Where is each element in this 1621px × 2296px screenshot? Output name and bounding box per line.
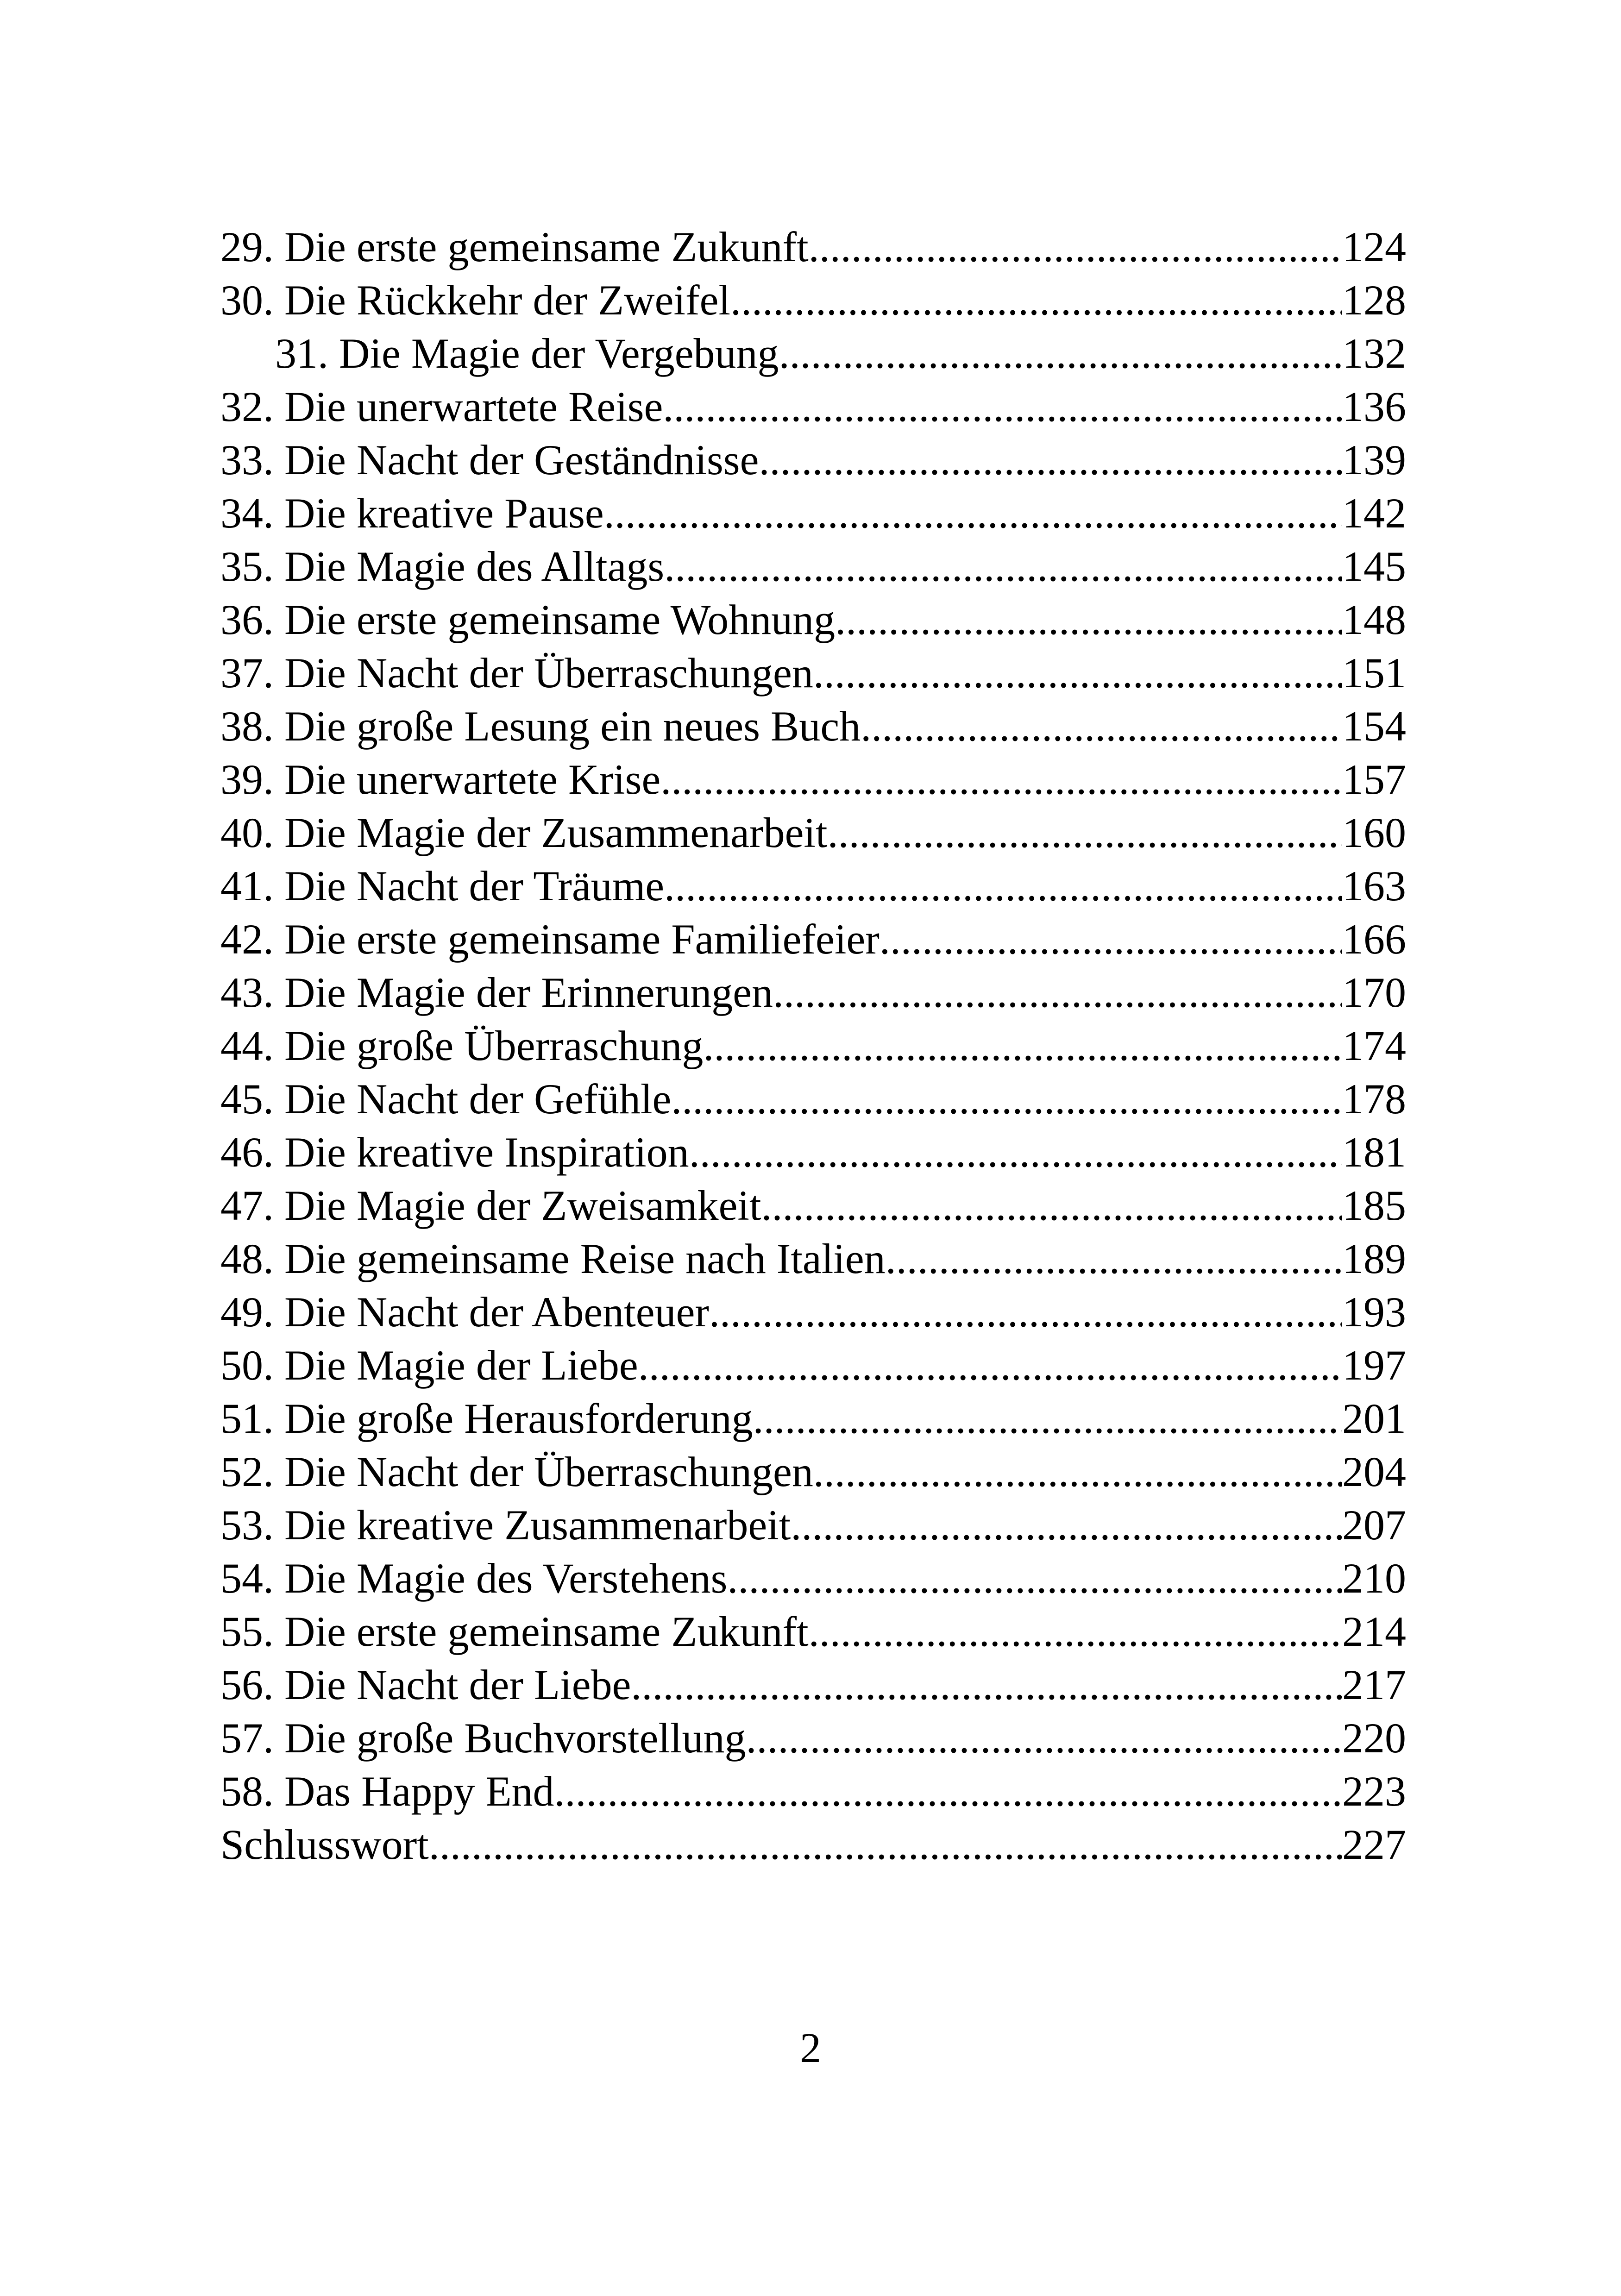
toc-entry-title: 37. Die Nacht der Überraschungen <box>220 649 813 696</box>
toc-entry-title: 40. Die Magie der Zusammenarbeit <box>220 809 828 856</box>
toc-entry-title: 30. Die Rückkehr der Zweifel <box>220 276 731 324</box>
toc-entry-page: 142 <box>1342 489 1406 537</box>
page-number: 2 <box>800 2024 821 2071</box>
toc-entry-title: 45. Die Nacht der Gefühle <box>220 1075 672 1123</box>
toc-entry <box>220 1339 1406 1392</box>
toc-entry <box>220 859 1406 913</box>
toc-entry-page: 220 <box>1342 1714 1406 1762</box>
toc-entry-title: 55. Die erste gemeinsame Zukunft <box>220 1608 809 1655</box>
toc-entry-title: 51. Die große Herausforderung <box>220 1395 753 1442</box>
toc-entry-page: 207 <box>1342 1501 1406 1549</box>
toc-entry-page: 197 <box>1342 1342 1406 1389</box>
toc-dot-leader <box>886 1232 1342 1286</box>
toc-entry-page: 145 <box>1342 543 1406 590</box>
toc-entry-title: Schlusswort <box>220 1821 429 1868</box>
toc-entry <box>220 1499 1406 1552</box>
toc-dot-leader <box>759 433 1342 487</box>
toc-dot-leader <box>663 380 1342 433</box>
toc-dot-leader <box>746 1712 1342 1765</box>
toc-entry-page: 160 <box>1342 809 1406 856</box>
toc-entry <box>220 806 1406 859</box>
toc-entry-title: 56. Die Nacht der Liebe <box>220 1661 631 1708</box>
toc-dot-leader <box>791 1499 1342 1552</box>
toc-entry <box>220 593 1406 646</box>
toc-entry-title: 36. Die erste gemeinsame Wohnung <box>220 596 836 643</box>
toc-entry <box>220 1818 1406 1871</box>
toc-entry-page: 139 <box>1342 436 1406 483</box>
toc-entry <box>220 1126 1406 1179</box>
toc-entry <box>220 966 1406 1019</box>
toc-entry-page: 210 <box>1342 1555 1406 1602</box>
toc-entry-page: 157 <box>1342 756 1406 803</box>
toc-entry-title: 39. Die unerwartete Krise <box>220 756 661 803</box>
toc-entry-title: 54. Die Magie des Verstehens <box>220 1555 728 1602</box>
toc-entry-title: 49. Die Nacht der Abenteuer <box>220 1288 710 1336</box>
toc-entry-page: 189 <box>1342 1235 1406 1282</box>
toc-entry-page: 193 <box>1342 1288 1406 1336</box>
toc-entry <box>220 1712 1406 1765</box>
toc-entry-title: 57. Die große Buchvorstellung <box>220 1714 746 1762</box>
toc-dot-leader <box>809 1605 1342 1658</box>
toc-dot-leader <box>429 1818 1342 1871</box>
toc-dot-leader <box>671 1073 1342 1126</box>
toc-dot-leader <box>861 700 1342 753</box>
toc-dot-leader <box>664 859 1342 913</box>
toc-dot-leader <box>753 1392 1342 1445</box>
toc-entry-page: 185 <box>1342 1182 1406 1229</box>
toc-entry <box>220 1658 1406 1712</box>
toc-entry <box>220 540 1406 593</box>
toc-entry-title: 52. Die Nacht der Überraschungen <box>220 1448 813 1495</box>
toc-entry-page: 154 <box>1342 703 1406 750</box>
toc-entry <box>220 1392 1406 1445</box>
toc-entry <box>220 1232 1406 1286</box>
toc-entry-page: 148 <box>1342 596 1406 643</box>
toc-entry-page: 201 <box>1342 1395 1406 1442</box>
toc-entry-page: 163 <box>1342 862 1406 910</box>
toc-entry <box>220 220 1406 274</box>
toc-entry-title: 50. Die Magie der Liebe <box>220 1342 638 1389</box>
toc-dot-leader <box>813 646 1342 700</box>
toc-entry-page: 204 <box>1342 1448 1406 1495</box>
toc-entry-title: 33. Die Nacht der Geständnisse <box>220 436 759 483</box>
toc-dot-leader <box>761 1179 1342 1232</box>
toc-entry <box>220 380 1406 433</box>
toc-entry-page: 170 <box>1342 969 1406 1016</box>
toc-dot-leader <box>638 1339 1342 1392</box>
toc-entry-title: 46. Die kreative Inspiration <box>220 1129 689 1176</box>
toc-dot-leader <box>631 1658 1342 1712</box>
toc-entry-page: 132 <box>1342 330 1406 377</box>
toc-entry-page: 217 <box>1342 1661 1406 1708</box>
toc-entry-title: 34. Die kreative Pause <box>220 489 604 537</box>
toc-entry-page: 136 <box>1342 383 1406 430</box>
toc-entry-title: 44. Die große Überraschung <box>220 1022 704 1069</box>
toc-entry-title: 41. Die Nacht der Träume <box>220 862 665 910</box>
toc-entry-page: 223 <box>1342 1768 1406 1815</box>
toc-entry-title: 58. Das Happy End <box>220 1768 554 1815</box>
toc-dot-leader <box>779 327 1342 380</box>
toc-entry-page: 151 <box>1342 649 1406 696</box>
toc-dot-leader <box>604 487 1342 540</box>
toc-entry <box>220 646 1406 700</box>
toc-dot-leader <box>773 966 1342 1019</box>
toc-entry <box>220 1552 1406 1605</box>
toc-entry-page: 174 <box>1342 1022 1406 1069</box>
toc-entry-title: 48. Die gemeinsame Reise nach Italien <box>220 1235 886 1282</box>
toc-entry <box>220 1019 1406 1073</box>
toc-dot-leader <box>828 806 1342 859</box>
toc-entry-page: 181 <box>1342 1129 1406 1176</box>
toc-entry <box>220 913 1406 966</box>
table-of-contents <box>220 220 1406 1871</box>
toc-entry-title: 42. Die erste gemeinsame Familiefeier <box>220 916 880 963</box>
toc-entry-title: 29. Die erste gemeinsame Zukunft <box>220 223 809 270</box>
toc-entry-title: 47. Die Magie der Zweisamkeit <box>220 1182 761 1229</box>
toc-entry <box>220 1286 1406 1339</box>
toc-entry-title: 43. Die Magie der Erinnerungen <box>220 969 773 1016</box>
toc-dot-leader <box>813 1445 1342 1499</box>
toc-entry <box>220 753 1406 806</box>
toc-dot-leader <box>709 1286 1342 1339</box>
toc-entry <box>220 1445 1406 1499</box>
toc-dot-leader <box>880 913 1342 966</box>
toc-entry-page: 214 <box>1342 1608 1406 1655</box>
toc-entry-page: 128 <box>1342 276 1406 324</box>
toc-dot-leader <box>660 753 1342 806</box>
toc-entry <box>220 487 1406 540</box>
toc-entry <box>220 274 1406 327</box>
toc-entry <box>220 433 1406 487</box>
toc-dot-leader <box>689 1126 1342 1179</box>
toc-entry <box>220 1605 1406 1658</box>
toc-entry <box>220 700 1406 753</box>
toc-dot-leader <box>703 1019 1342 1073</box>
toc-entry-page: 166 <box>1342 916 1406 963</box>
toc-entry-title: 38. Die große Lesung ein neues Buch <box>220 703 861 750</box>
toc-entry <box>220 327 1406 380</box>
toc-entry-title: 35. Die Magie des Alltags <box>220 543 665 590</box>
toc-entry-title: 31. Die Magie der Vergebung <box>275 330 779 377</box>
toc-entry-title: 53. Die kreative Zusammenarbeit <box>220 1501 791 1549</box>
toc-dot-leader <box>809 220 1342 274</box>
toc-dot-leader <box>727 1552 1342 1605</box>
toc-dot-leader <box>664 540 1342 593</box>
toc-entry <box>220 1073 1406 1126</box>
toc-entry-title: 32. Die unerwartete Reise <box>220 383 663 430</box>
toc-dot-leader <box>835 593 1342 646</box>
toc-entry-page: 227 <box>1342 1821 1406 1868</box>
toc-dot-leader <box>554 1765 1342 1818</box>
toc-entry <box>220 1179 1406 1232</box>
toc-entry <box>220 1765 1406 1818</box>
toc-entry-page: 178 <box>1342 1075 1406 1123</box>
toc-dot-leader <box>730 274 1342 327</box>
toc-entry-page: 124 <box>1342 223 1406 270</box>
